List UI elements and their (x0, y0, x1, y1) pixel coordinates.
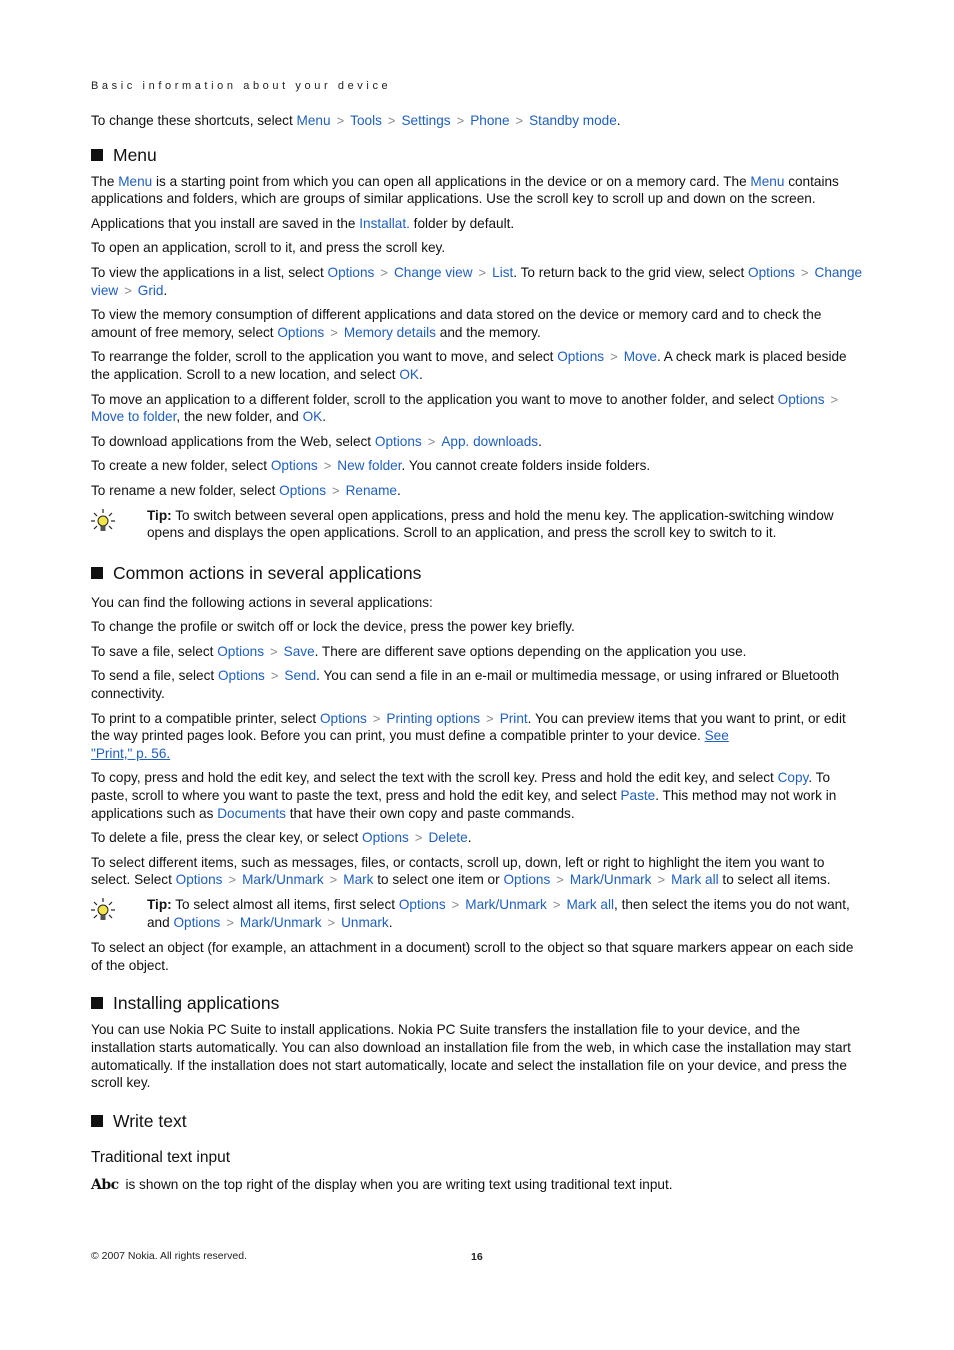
link-options[interactable]: Options (319, 710, 367, 726)
chevron-right-icon: > (226, 914, 234, 930)
chevron-right-icon: > (270, 643, 278, 659)
link-send[interactable]: Send (284, 668, 317, 684)
link-options[interactable]: Options (777, 391, 825, 407)
menu-paragraph-6: To rearrange the folder, scroll to the application you want to move, and select Options > Move. A check mark is placed beside the application. Scroll to a new location, and select OK. (91, 349, 847, 382)
link-new-folder[interactable]: New folder (337, 458, 402, 474)
link-ok[interactable]: OK (302, 409, 323, 425)
common-paragraph-5: To print to a compatible printer, select Options > Printing options > Print. You can preview items that you want to print, or edit the way printed pages look. Before you can print, you must define a compatible printer to your device. See "Print," p. 56. (91, 710, 846, 761)
cross-reference-link[interactable]: See (704, 728, 729, 744)
link-mark[interactable]: Mark (343, 872, 374, 888)
write-paragraph-1: Abc is shown on the top right of the display when you are writing text using traditional text input. (91, 1176, 673, 1193)
chevron-right-icon: > (380, 264, 388, 280)
heading-menu: Menu (91, 144, 866, 166)
menu-paragraph-8: To download applications from the Web, select Options > App. downloads. (91, 433, 542, 449)
chevron-right-icon: > (124, 282, 132, 298)
menu-paragraph-4: To view the applications in a list, select Options > Change view > List. To return back to the grid view, select Options > Change view > Grid. (91, 264, 863, 298)
chevron-right-icon: > (336, 113, 345, 128)
chevron-right-icon: > (372, 710, 381, 726)
menu-paragraph-10: To rename a new folder, select Options > Rename. (91, 482, 401, 498)
link-paste[interactable]: Paste (620, 788, 656, 804)
link-options[interactable]: Options (173, 914, 221, 930)
chevron-right-icon: > (515, 113, 524, 128)
chevron-right-icon: > (323, 458, 332, 474)
link-options[interactable]: Options (327, 264, 375, 280)
chevron-right-icon: > (456, 113, 465, 128)
installing-paragraph-1: You can use Nokia PC Suite to install applications. Nokia PC Suite transfers the installation file to your device, and the installation starts automatically. You can also download an installation file from the web, in which case the installation may start automatically. If the installation does not start automatically, locate and select the installation file on your device, and press the scroll key. (91, 1022, 851, 1091)
chevron-right-icon: > (451, 897, 460, 912)
chevron-right-icon: > (332, 482, 340, 498)
common-paragraph-2: To change the profile or switch off or lock the device, press the power key briefly. (91, 619, 575, 635)
chevron-right-icon: > (270, 668, 279, 684)
chevron-right-icon: > (387, 113, 396, 128)
chevron-right-icon: > (228, 872, 237, 888)
link-unmark[interactable]: Unmark (341, 914, 389, 930)
link-move-to-folder[interactable]: Move to folder (91, 409, 177, 425)
link-menu[interactable]: Menu (118, 173, 153, 189)
link-menu[interactable]: Menu (750, 173, 785, 189)
heading-installing-applications: Installing applications (91, 992, 866, 1014)
link-memory-details[interactable]: Memory details (343, 324, 436, 340)
content (91, 112, 866, 1201)
link-copy[interactable]: Copy (777, 770, 809, 786)
common-paragraph-9: To select an object (for example, an attachment in a document) scroll to the object so that square markers appear on each side of the object. (91, 940, 854, 973)
abc-mode-icon: Abc (91, 1176, 119, 1193)
link-options[interactable]: Options (217, 643, 265, 659)
link-app-downloads[interactable]: App. downloads (441, 433, 539, 449)
link-options[interactable]: Options (398, 897, 446, 912)
square-bullet-icon (91, 149, 103, 161)
chevron-right-icon: > (327, 914, 336, 930)
chevron-right-icon: > (329, 872, 338, 888)
link-rename[interactable]: Rename (345, 482, 397, 498)
link-options[interactable]: Options (374, 433, 422, 449)
link-list[interactable]: List (492, 264, 514, 280)
chevron-right-icon: > (414, 830, 423, 846)
chevron-right-icon: > (800, 264, 809, 280)
link-menu[interactable]: Menu (296, 113, 331, 128)
chevron-right-icon: > (552, 897, 561, 912)
chevron-right-icon: > (330, 324, 338, 340)
tip-label: Tip: (147, 897, 172, 912)
cross-reference-link-page[interactable]: "Print," p. 56. (91, 745, 171, 761)
menu-paragraph-7: To move an application to a different folder, scroll to the application you want to move to another folder, and select Options >Move to folder, the new folder, and OK. (91, 391, 866, 426)
chevron-right-icon: > (657, 872, 666, 888)
link-mark-unmark[interactable]: Mark/Unmark (569, 872, 652, 888)
menu-paragraph-1: The Menu is a starting point from which you can open all applications in the device or on a memory card. The Menu contains applications and folders, which are groups of similar applications. Use the scroll key to scroll up and down on the screen. (91, 173, 839, 207)
common-paragraph-1: You can find the following actions in several applications: (91, 594, 433, 610)
menu-paragraph-5: To view the memory consumption of different applications and data stored on the device or memory card and to check the amount of free memory, select Options > Memory details and the memory. (91, 307, 822, 340)
link-standby-mode[interactable]: Standby mode (529, 113, 617, 128)
chevron-right-icon: > (427, 433, 436, 449)
lightbulb-icon (91, 507, 147, 537)
shortcuts-paragraph: To change these shortcuts, select Menu > Tools > Settings > Phone > Standby mode. (91, 113, 621, 128)
link-mark-unmark[interactable]: Mark/Unmark (242, 872, 324, 888)
common-paragraph-6: To copy, press and hold the edit key, and select the text with the scroll key. Press and hold the edit key, and select Copy. To paste, scroll to where you want to paste the text, press and hold the edit key, and select Paste. This method may not work in applications such as Documents that have their own copy and paste commands. (91, 770, 837, 821)
running-head: Basic information about your device (91, 80, 392, 92)
link-save[interactable]: Save (283, 643, 315, 659)
link-options[interactable]: Options (557, 349, 605, 365)
link-installat[interactable]: Installat. (359, 215, 410, 231)
link-print[interactable]: Print (499, 710, 528, 726)
link-options[interactable]: Options (217, 668, 265, 684)
copyright-notice: © 2007 Nokia. All rights reserved. (91, 1250, 247, 1262)
chevron-right-icon: > (556, 872, 564, 888)
square-bullet-icon (91, 567, 103, 579)
link-options[interactable]: Options (503, 872, 551, 888)
square-bullet-icon (91, 997, 103, 1009)
chevron-right-icon: > (830, 391, 839, 407)
lightbulb-icon (91, 896, 147, 926)
link-delete[interactable]: Delete (428, 830, 468, 846)
link-mark-unmark[interactable]: Mark/Unmark (239, 914, 322, 930)
link-mark-all[interactable]: Mark all (566, 897, 615, 912)
link-grid[interactable]: Grid (137, 282, 164, 298)
common-paragraph-8: To select different items, such as messages, files, or contacts, scroll up, down, left or right to highlight the item you want to select. Select Options > Mark/Unmark > Mark to select one item or Options > Mark/Unmark > Mark all to select all items. (91, 854, 831, 888)
link-printing-options[interactable]: Printing options (386, 710, 481, 726)
link-change-view[interactable]: Change view (393, 264, 473, 280)
link-options[interactable]: Options (175, 872, 223, 888)
chevron-right-icon: > (486, 710, 494, 726)
link-phone[interactable]: Phone (470, 113, 510, 128)
tip-label: Tip: (147, 507, 172, 523)
chevron-right-icon: > (610, 349, 618, 365)
heading-common-actions: Common actions in several applications (91, 562, 866, 584)
menu-paragraph-9: To create a new folder, select Options > New folder. You cannot create folders inside folders. (91, 458, 651, 474)
link-documents[interactable]: Documents (217, 805, 286, 821)
heading-write-text: Write text (91, 1110, 866, 1132)
link-change-view[interactable]: Change view (91, 264, 863, 298)
square-bullet-icon (91, 1115, 103, 1127)
link-options[interactable]: Options (277, 324, 325, 340)
common-paragraph-4: To send a file, select Options > Send. You can send a file in an e-mail or multimedia message, or using infrared or Bluetooth connectivity. (91, 668, 840, 702)
common-paragraph-7: To delete a file, press the clear key, or select Options > Delete. (91, 830, 472, 846)
link-options[interactable]: Options (748, 264, 795, 280)
chevron-right-icon: > (478, 264, 487, 280)
link-mark-all[interactable]: Mark all (671, 872, 719, 888)
link-move[interactable]: Move (623, 349, 657, 365)
link-options[interactable]: Options (279, 482, 327, 498)
menu-paragraph-2: Applications that you install are saved in the Installat. folder by default. (91, 215, 515, 231)
page-number: 16 (471, 1251, 483, 1263)
link-tools[interactable]: Tools (350, 113, 382, 128)
link-options[interactable]: Options (362, 830, 409, 846)
subheading-traditional-text-input: Traditional text input (91, 1148, 231, 1166)
link-options[interactable]: Options (270, 458, 318, 474)
link-settings[interactable]: Settings (401, 113, 451, 128)
common-paragraph-3: To save a file, select Options > Save. There are different save options depending on the application you use. (91, 643, 747, 659)
tip-box-menu: Tip: To switch between several open applications, press and hold the menu key. The application-switching window opens and displays the open applications. Scroll to an application, and press the scroll key to switch to it. (91, 507, 866, 542)
tip-box-select: Tip: To select almost all items, first select Options > Mark/Unmark > Mark all, then select the items you do not want, and Options > Mark/Unmark > Unmark. (91, 896, 866, 931)
link-mark-unmark[interactable]: Mark/Unmark (465, 897, 547, 912)
menu-paragraph-3: To open an application, scroll to it, and press the scroll key. (91, 240, 446, 256)
link-ok[interactable]: OK (399, 366, 419, 382)
